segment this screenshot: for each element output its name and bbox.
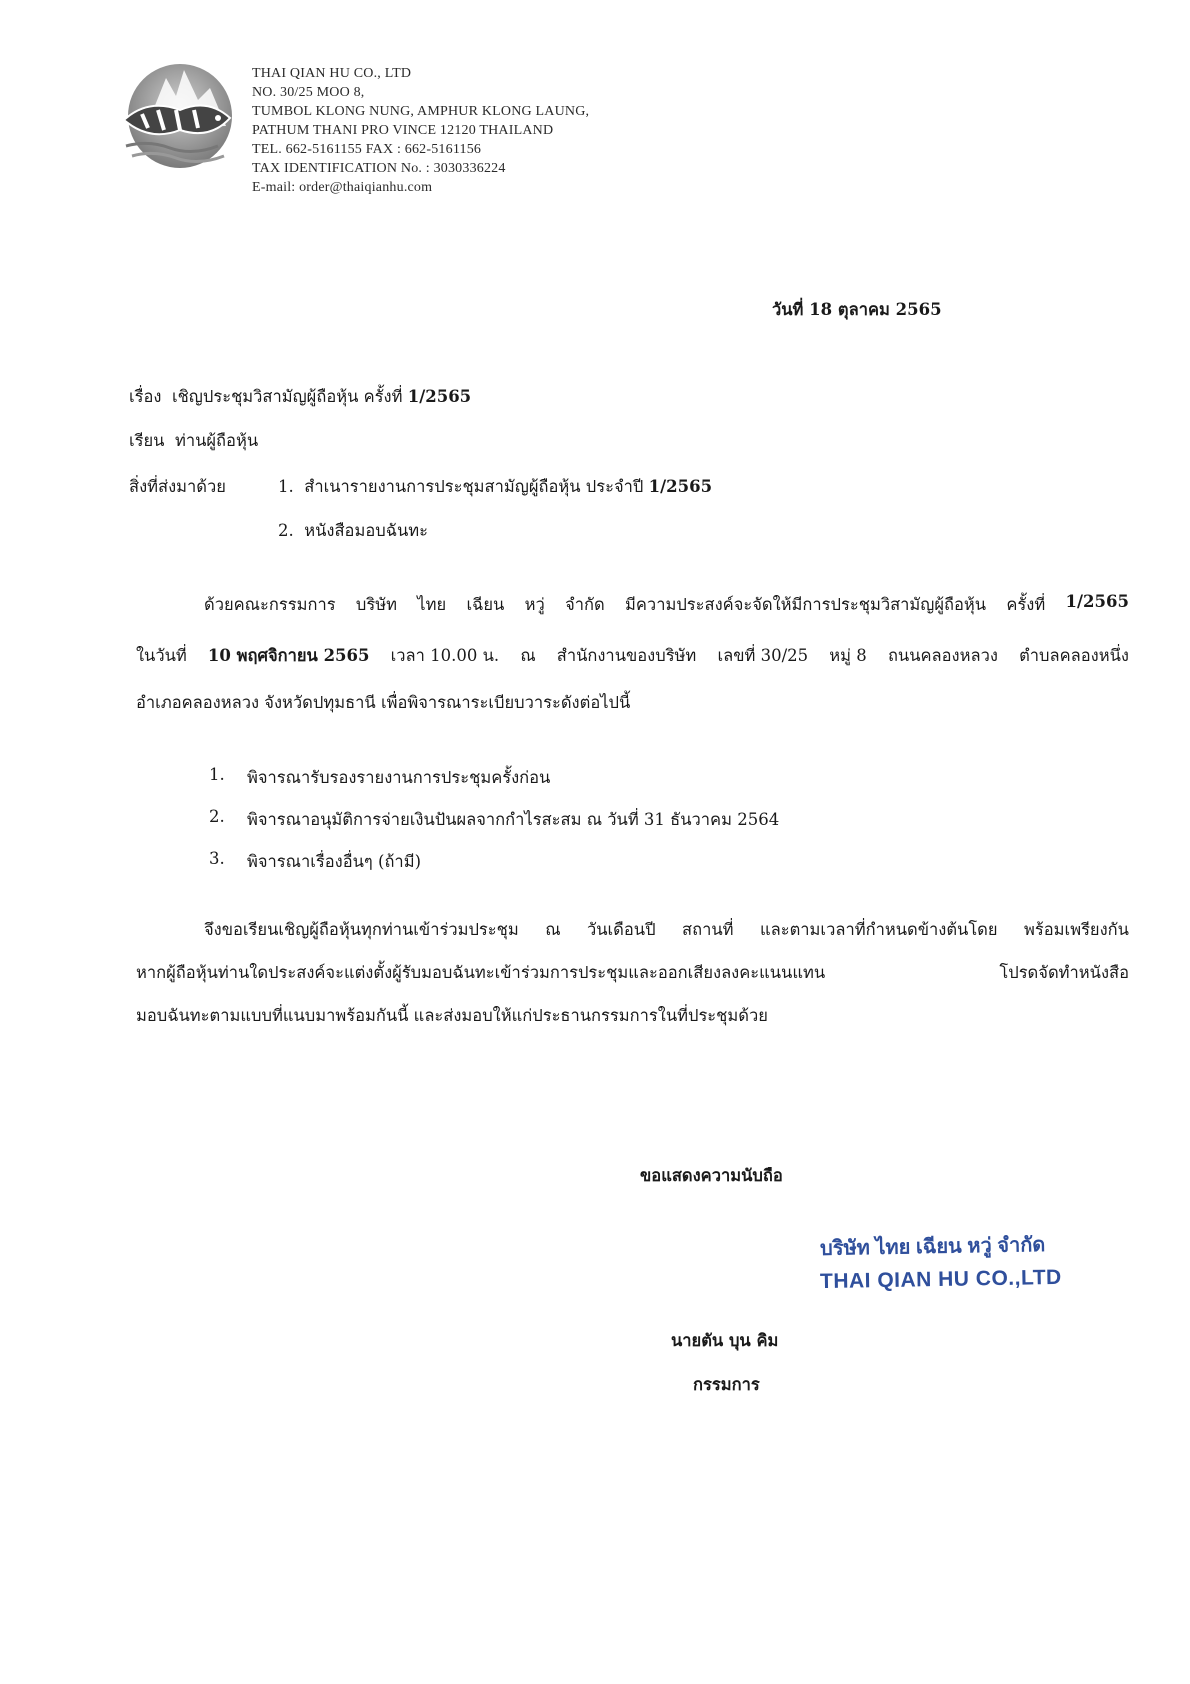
company-name: THAI QIAN HU CO., LTD [252,66,412,81]
recipient-line [129,428,258,454]
subject-number: 1/2565 [407,387,472,406]
fish-mountain-logo [118,58,242,182]
signer-name: นายตัน บุน คิม [671,1331,779,1350]
agenda-number: 1. [209,765,225,784]
paragraph-line: มอบฉันทะตามแบบที่แนบมาพร้อมกันนี้ และส่งมอบให้แก่ประธานกรรมการในที่ประชุมด้วย [136,1006,768,1025]
tax-id-line: TAX IDENTIFICATION No. : 3030336224 [252,161,506,176]
agenda-item: พิจารณารับรองรายงานการประชุมครั้งก่อน [247,768,551,787]
letter-date: วันที่ 18 ตุลาคม 2565 [772,300,942,319]
agenda-item: พิจารณาเรื่องอื่นๆ (ถ้ามี) [247,852,422,871]
paragraph-line: ในวันที่ 10 พฤศจิกายน 2565 เวลา 10.00 น. ณ สำนักงานของบริษัท เลขที่ 30/25 หมู่ 8 ถนนคลองหลวง ตำบลคลองหนึ่ง [136,646,1129,665]
stamp-english: THAI QIAN HU CO.,LTD [819,1265,1062,1294]
recipient-label: เรียน [129,431,165,450]
address-line: TUMBOL KLONG NUNG, AMPHUR KLONG LAUNG, [252,104,590,119]
signer-title: กรรมการ [693,1375,760,1394]
subject-text: เชิญประชุมวิสามัญผู้ถือหุ้น ครั้งที่ [171,387,403,406]
agenda-number: 3. [209,849,225,868]
paragraph-line: อำเภอคลองหลวง จังหวัดปทุมธานี เพื่อพิจารณาระเบียบวาระดังต่อไปนี้ [136,693,631,712]
stamp-thai: บริษัท ไทย เฉียน หวู่ จำกัด [819,1234,1046,1260]
agenda-number: 2. [209,807,225,826]
subject-line [129,384,471,410]
enclosures-label: สิ่งที่ส่งมาด้วย [129,477,226,496]
enclosure-item: 2. หนังสือมอบฉันทะ [278,521,428,540]
paragraph-line: หากผู้ถือหุ้นท่านใดประสงค์จะแต่งตั้งผู้รับมอบฉันทะเข้าร่วมการประชุมและออกเสียงลงคะแนนแทน โปรดจัดทำหนังสือ [136,963,1129,982]
paragraph-line: ด้วยคณะกรรมการ บริษัท ไทย เฉียน หวู่ จำกัด มีความประสงค์จะจัดให้มีการประชุมวิสามัญผู้ถือหุ้น ครั้งที่ 1/2565 [204,592,1129,614]
address-line: PATHUM THANI PRO VINCE 12120 THAILAND [252,123,554,138]
subject-label: เรื่อง [129,387,162,406]
closing-salutation: ขอแสดงความนับถือ [640,1166,783,1185]
paragraph-line: จึงขอเรียนเชิญผู้ถือหุ้นทุกท่านเข้าร่วมประชุม ณ วันเดือนปี สถานที่ และตามเวลาที่กำหนดข้างต้นโดย พร้อมเพรียงกัน [204,920,1129,939]
enclosure-item: 1. สำเนารายงานการประชุมสามัญผู้ถือหุ้น ประจำปี 1/2565 [278,477,713,496]
address-line: NO. 30/25 MOO 8, [252,85,365,100]
phone-fax-line: TEL. 662-5161155 FAX : 662-5161156 [252,142,482,157]
recipient-text: ท่านผู้ถือหุ้น [174,431,259,450]
agenda-item: พิจารณาอนุมัติการจ่ายเงินปันผลจากกำไรสะสม ณ วันที่ 31 ธันวาคม 2564 [247,810,780,829]
email-line: E-mail: order@thaiqianhu.com [252,180,433,195]
